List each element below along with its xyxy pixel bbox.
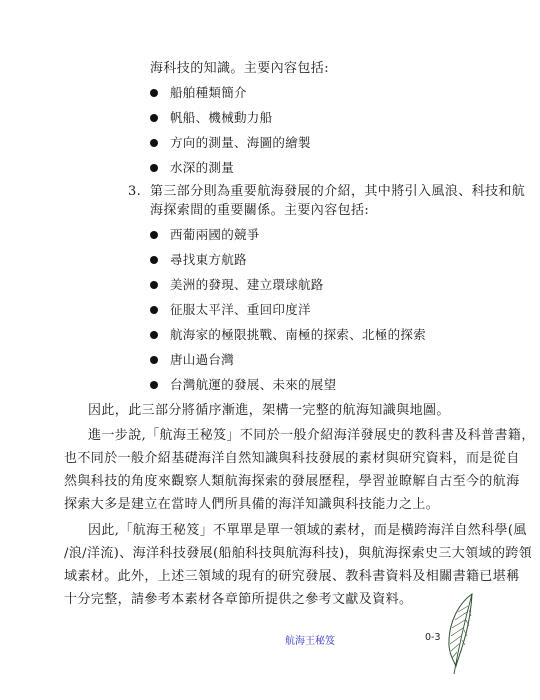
bullet-marker bbox=[150, 109, 158, 127]
footer-title: 航海王秘笈 bbox=[285, 636, 335, 647]
bullet-text: 方向的測量、海圖的繪製 bbox=[170, 135, 311, 150]
bullet-marker bbox=[150, 376, 158, 394]
bullet-marker bbox=[150, 301, 158, 319]
bullet-marker bbox=[150, 276, 158, 294]
paragraph-summary: 因此，此三部分將循序漸進，架構一完整的航海知識與地圖。 bbox=[88, 403, 450, 418]
bullet-text: 水深的測量 bbox=[170, 160, 235, 175]
bullet-marker bbox=[150, 134, 158, 152]
list-number: 3. bbox=[128, 184, 142, 199]
bullet-text: 航海家的極限挑戰、南極的探索、北極的探索 bbox=[170, 327, 427, 342]
paragraph-line: 域素材。此外，上述三領域的現有的研究發展、教科書資料及相關書籍已堪稱 bbox=[64, 569, 520, 584]
bullet-text: 美洲的發現、建立環球航路 bbox=[170, 277, 324, 292]
item3-line1: 第三部分則為重要航海發展的介紹，其中將引入風浪、科技和航 bbox=[150, 184, 526, 199]
paragraph-line: 十分完整，請參考本素材各章節所提供之參考文獻及資料。 bbox=[64, 592, 413, 607]
bullet-text: 西葡兩國的競爭 bbox=[170, 227, 260, 242]
feather-quill-icon bbox=[440, 590, 480, 680]
paragraph-line: /浪/洋流)、海洋科技發展(船舶科技與航海科技)，與航海探索史三大領域的跨領 bbox=[64, 546, 533, 561]
item3-line2: 海探索間的重要關係。主要內容包括: bbox=[150, 203, 370, 218]
bullet-marker bbox=[150, 159, 158, 177]
paragraph-line: 然與科技的角度來觀察人類航海探索的發展歷程，學習並瞭解自古至今的航海 bbox=[64, 474, 520, 489]
bullet-marker bbox=[150, 84, 158, 102]
paragraph-line: 探索大多是建立在當時人們所具備的海洋知識與科技能力之上。 bbox=[64, 497, 440, 512]
bullet-text: 船舶種類簡介 bbox=[170, 85, 247, 100]
bullet-marker bbox=[150, 226, 158, 244]
bullet-text: 帆船、機械動力船 bbox=[170, 110, 273, 125]
bullet-marker bbox=[150, 351, 158, 369]
intro-line: 海科技的知識。主要內容包括: bbox=[150, 61, 329, 76]
bullet-text: 尋找東方航路 bbox=[170, 252, 247, 267]
paragraph-line: 因此,「航海王秘笈」不單單是單一領域的素材，而是橫跨海洋自然科學(風 bbox=[88, 523, 527, 538]
bullet-text: 台灣航運的發展、未來的展望 bbox=[170, 377, 337, 392]
bullet-marker bbox=[150, 251, 158, 269]
bullet-marker bbox=[150, 326, 158, 344]
bullet-text: 唐山過台灣 bbox=[170, 352, 235, 367]
bullet-text: 征服太平洋、重回印度洋 bbox=[170, 302, 311, 317]
page-number: 0-3 bbox=[425, 632, 441, 643]
paragraph-line: 也不同於一般介紹基礎海洋自然知識與科技發展的素材與研究資料，而是從自 bbox=[64, 451, 520, 466]
paragraph-line: 進一步說,「航海王秘笈」不同於一般介紹海洋發展史的教科書及科普書籍， bbox=[88, 428, 535, 443]
